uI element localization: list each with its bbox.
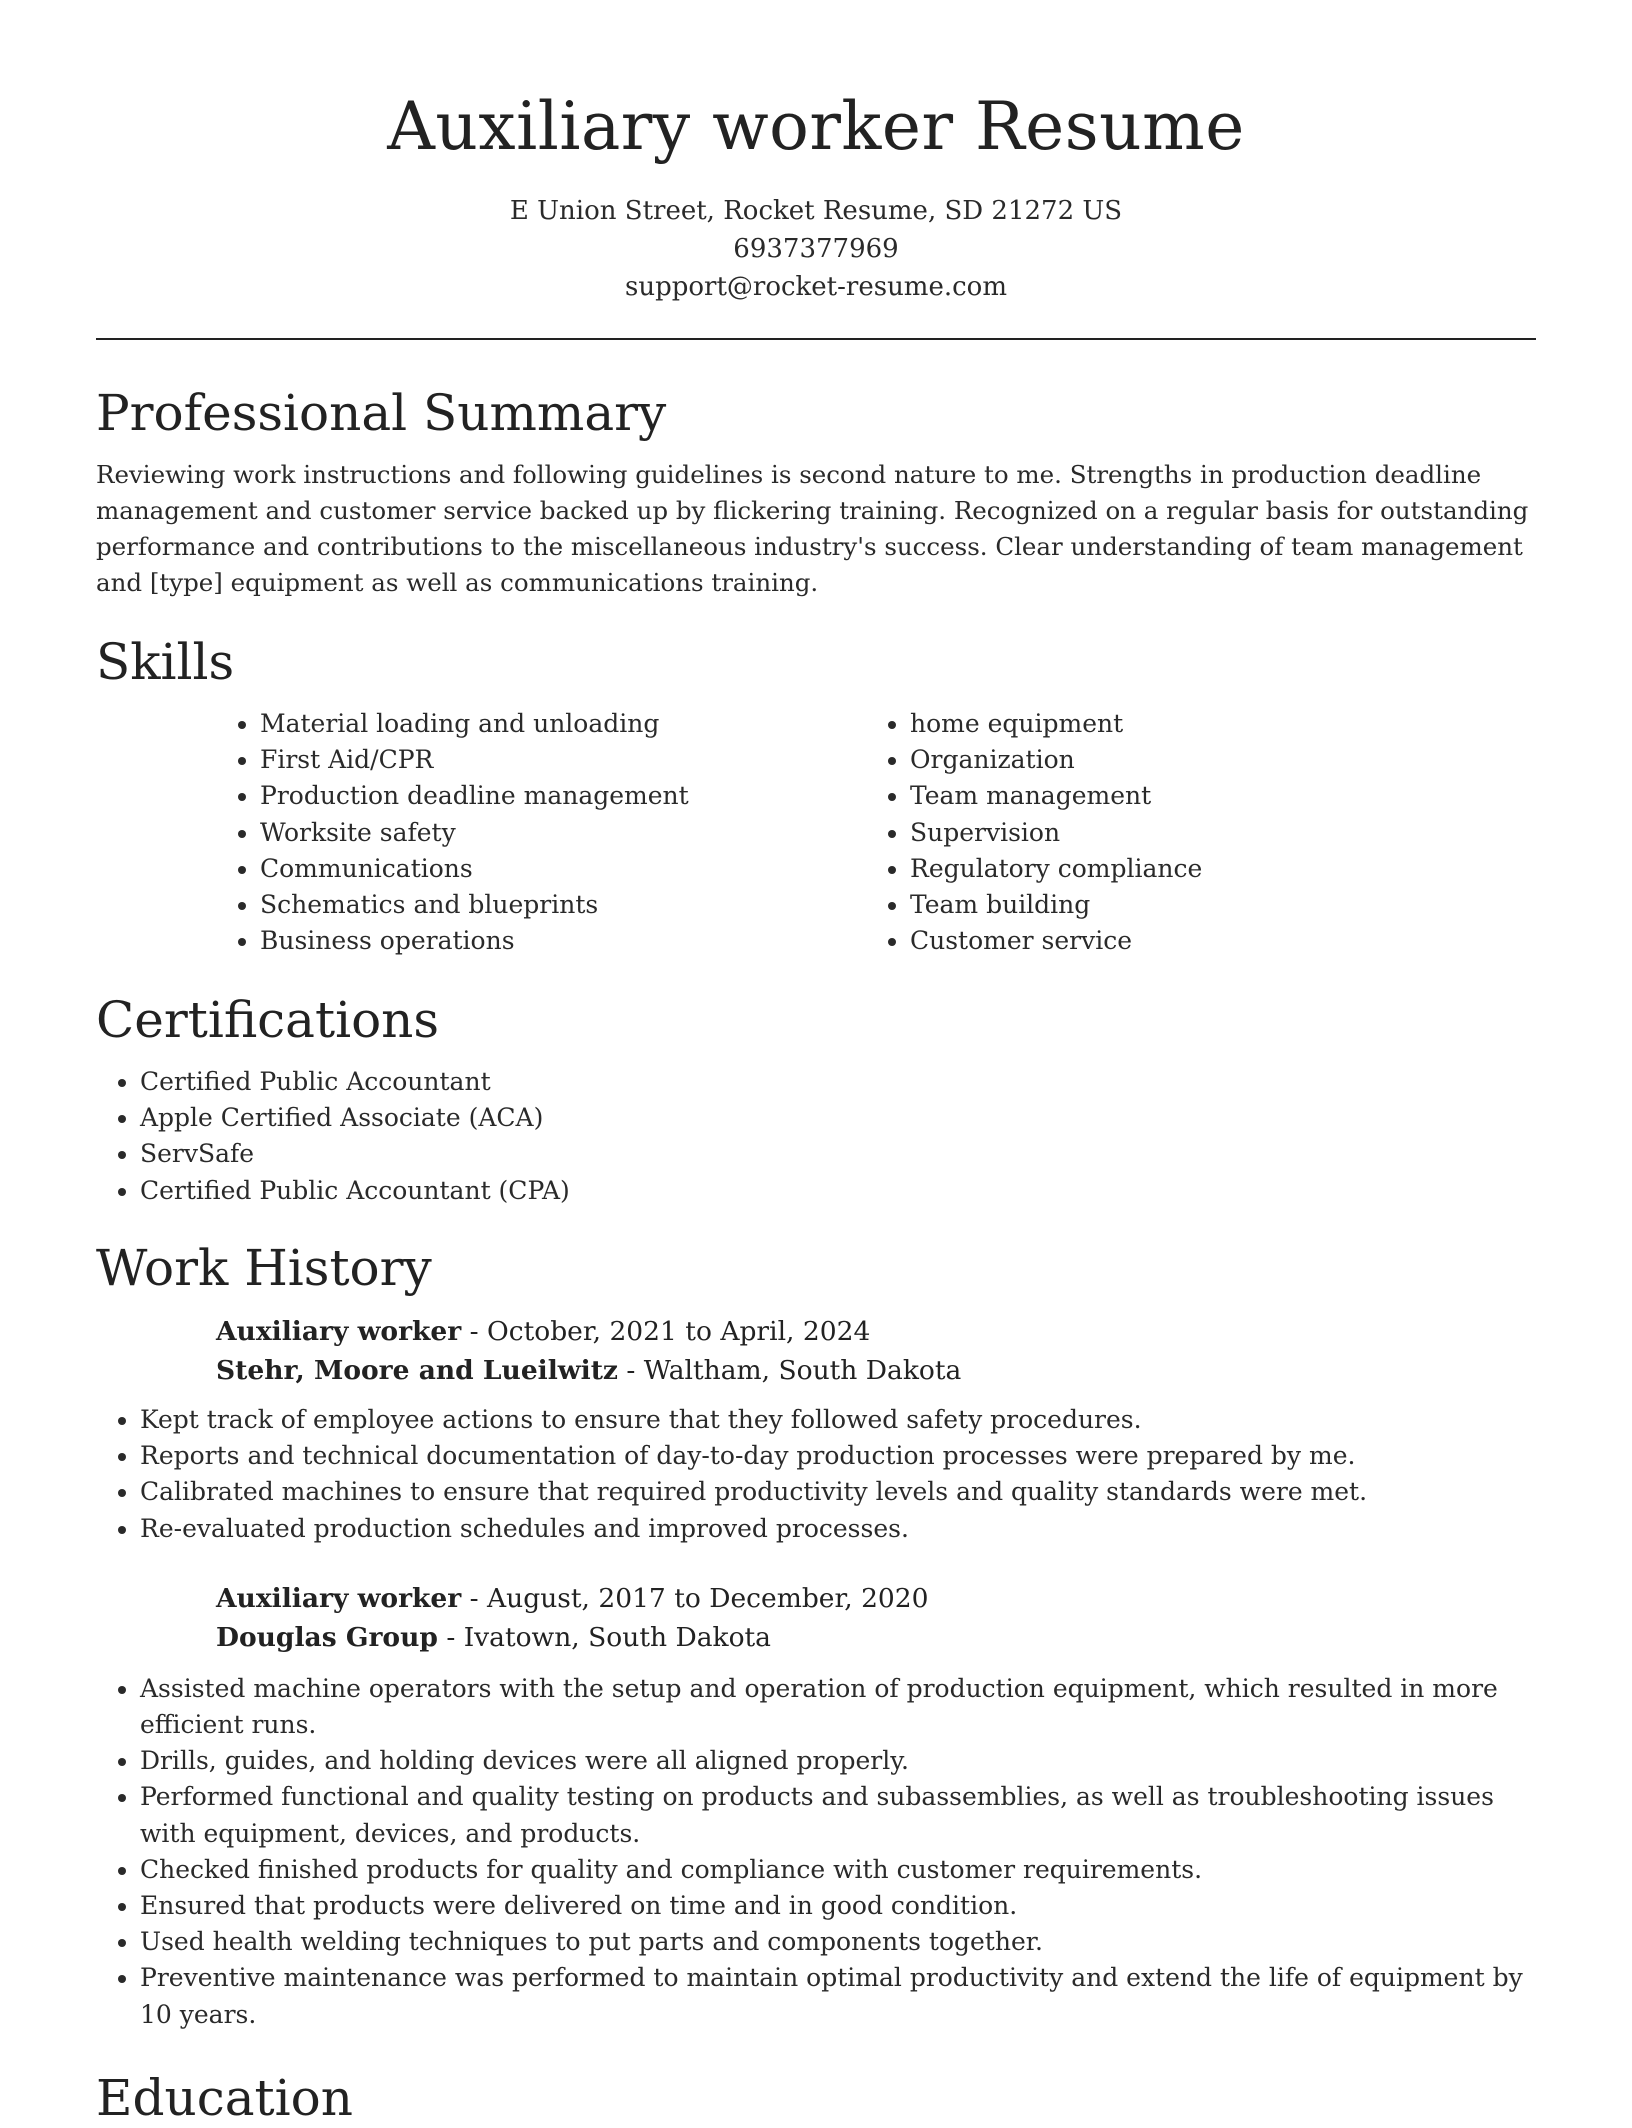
list-item: • ServSafe <box>140 1136 1536 1172</box>
job-bullets <box>96 1671 1536 2033</box>
job-entry <box>216 1312 1536 1390</box>
list-item: • First Aid/CPR <box>260 742 866 778</box>
job-title: Auxiliary worker <box>216 1316 462 1347</box>
skills-column-left <box>216 706 866 959</box>
summary-section <box>96 383 1536 601</box>
list-item: • Reports and technical documentation of day-to-day production processes were prepared by me. <box>140 1438 1536 1474</box>
list-item: • Assisted machine operators with the setup and operation of production equipment, which resulted in more efficient runs. <box>140 1671 1536 1743</box>
skills-list-left <box>216 706 866 959</box>
list-item: • Kept track of employee actions to ensure that they followed safety procedures. <box>140 1402 1536 1438</box>
certifications-list <box>96 1064 1536 1209</box>
job-location: - Waltham, South Dakota <box>617 1355 962 1386</box>
certifications-section <box>96 990 1536 1209</box>
list-item: • Production deadline management <box>260 778 866 814</box>
job-dates: - October, 2021 to April, 2024 <box>461 1316 871 1347</box>
contact-email: support@rocket-resume.com <box>624 272 1007 302</box>
list-item: • Used health welding techniques to put parts and components together. <box>140 1924 1536 1960</box>
job-dates: - August, 2017 to December, 2020 <box>461 1582 929 1614</box>
list-item: • home equipment <box>910 706 1516 742</box>
list-item: • Apple Certified Associate (ACA) <box>140 1100 1536 1136</box>
education-section <box>96 2068 1536 2128</box>
list-item: • Certified Public Accountant (CPA) <box>140 1173 1536 1209</box>
header-divider <box>96 338 1536 340</box>
list-item: • Organization <box>910 742 1516 778</box>
list-item: • Schematics and blueprints <box>260 887 866 923</box>
work-history-heading: Work History <box>96 1239 432 1297</box>
job-company-line <box>216 1351 1536 1390</box>
list-item: • Checked finished products for quality and compliance with customer requirements. <box>140 1852 1536 1888</box>
job-title: Auxiliary worker <box>216 1582 462 1614</box>
work-history-section <box>96 1238 1536 2033</box>
job-location: - Ivatown, South Dakota <box>437 1621 771 1653</box>
contact-block <box>96 192 1536 306</box>
skills-heading: Skills <box>96 633 235 691</box>
skills-grid <box>216 706 1536 959</box>
list-item: • Material loading and unloading <box>260 706 866 742</box>
summary-text: Reviewing work instructions and following guidelines is second nature to me. Strengths in production deadline management and customer service backed up by flickering training. Recognized on a regular basis for outstanding performance and contributions to the miscellaneous industry's success. Clear understanding of team management and [type] equipment as well as communications training. <box>96 460 1529 597</box>
list-item: • Regulatory compliance <box>910 851 1516 887</box>
resume-page <box>96 0 1536 2127</box>
list-item: • Team building <box>910 887 1516 923</box>
list-item: • Drills, guides, and holding devices were all aligned properly. <box>140 1743 1536 1779</box>
list-item: • Re-evaluated production schedules and improved processes. <box>140 1511 1536 1547</box>
list-item: • Preventive maintenance was performed to maintain optimal productivity and extend the life of equipment by 10 years. <box>140 1960 1536 2032</box>
list-item: • Business operations <box>260 923 866 959</box>
resume-header <box>96 0 1536 340</box>
list-item: • Performed functional and quality testing on products and subassemblies, as well as troubleshooting issues with equipment, devices, and products. <box>140 1779 1536 1851</box>
summary-heading: Professional Summary <box>96 384 667 442</box>
job-company: Douglas Group <box>216 1621 438 1653</box>
list-item: • Supervision <box>910 815 1516 851</box>
skills-list-right <box>866 706 1516 959</box>
resume-title: Auxiliary worker Resume <box>387 88 1245 165</box>
job-company: Stehr, Moore and Lueilwitz <box>216 1355 618 1386</box>
contact-address: E Union Street, Rocket Resume, SD 21272 US <box>509 196 1123 226</box>
education-heading: Education <box>96 2069 353 2127</box>
list-item: • Certified Public Accountant <box>140 1064 1536 1100</box>
list-item: • Team management <box>910 778 1516 814</box>
skills-section <box>96 632 1536 959</box>
job-company-line <box>216 1618 1536 1657</box>
list-item: • Worksite safety <box>260 815 866 851</box>
list-item: • Ensured that products were delivered on time and in good condition. <box>140 1888 1536 1924</box>
list-item: • Communications <box>260 851 866 887</box>
skills-column-right <box>866 706 1516 959</box>
list-item: • Customer service <box>910 923 1516 959</box>
job-title-line <box>216 1312 1536 1351</box>
contact-phone: 6937377969 <box>733 234 899 264</box>
job-bullets <box>96 1402 1536 1547</box>
list-item: • Calibrated machines to ensure that required productivity levels and quality standards were met. <box>140 1474 1536 1510</box>
certifications-heading: Certifications <box>96 991 440 1049</box>
job-title-line <box>216 1579 1536 1618</box>
job-entry <box>216 1579 1536 1657</box>
